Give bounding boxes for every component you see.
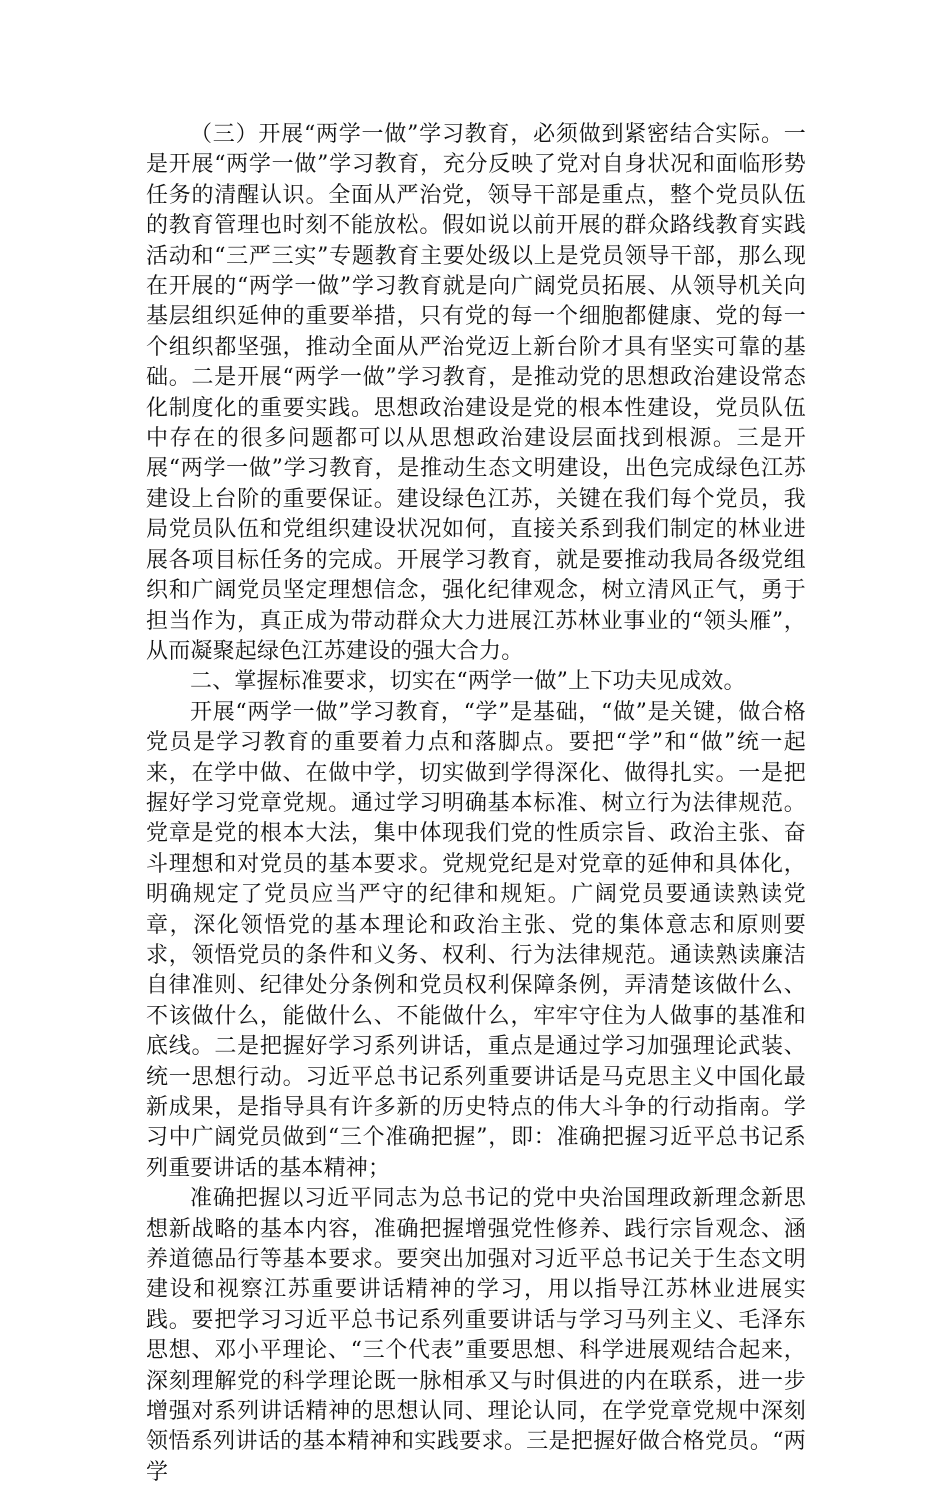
paragraph-section-three: （三）开展“两学一做”学习教育，必须做到紧密结合实际。一是开展“两学一做”学习教育，充分反映了党对自身状况和面临形势任务的清醒认识。全面从严治党，领导干部是重点，整个党员队伍的教育管理也时刻不能放松。假如说以前开展的群众路线教育实践活动和“三严三实”专题教育主要处级以上是党员领导干部，那么现在开展的“两学一做”学习教育就是向广阔党员拓展、从领导机关向基层组织延伸的重要举措，只有党的每一个细胞都健康、党的每一个组织都坚强，推动全面从严治党迈上新台阶才具有坚实可靠的基础。二是开展“两学一做”学习教育，是推动党的思想政治建设常态化制度化的重要实践。思想政治建设是党的根本性建设，党员队伍中存在的很多问题都可以从思想政治建设层面找到根源。三是开展“两学一做”学习教育，是推动生态文明建设，出色完成绿色江苏建设上台阶的重要保证。建设绿色江苏，关键在我们每个党员，我局党员队伍和党组织建设状况如何，直接关系到我们制定的林业进展各项目标任务的完成。开展学习教育，就是要推动我局各级党组织和广阔党员坚定理想信念，强化纪律观念，树立清风正气，勇于担当作为，真正成为带动群众大力进展江苏林业事业的“领头雁”，从而凝聚起绿色江苏建设的强大合力。 [146,122,806,664]
paragraph-learn-and-do: 开展“两学一做”学习教育，“学”是基础，“做”是关键，做合格党员是学习教育的重要着力点和落脚点。要把“学”和“做”统一起来，在学中做、在做中学，切实做到学得深化、做得扎实。一是把握好学习党章党规。通过学习明确基本标准、树立行为法律规范。党章是党的根本大法，集中体现我们党的性质宗旨、政治主张、奋斗理想和对党员的基本要求。党规党纪是对党章的延伸和具体化，明确规定了党员应当严守的纪律和规矩。广阔党员要通读熟读党章，深化领悟党的基本理论和政治主张、党的集体意志和原则要求，领悟党员的条件和义务、权利、行为法律规范。通读熟读廉洁自律准则、纪律处分条例和党员权利保障条例，弄清楚该做什么、不该做什么，能做什么、不能做什么，牢牢守住为人做事的基准和底线。二是把握好学习系列讲话，重点是通过学习加强理论武装、统一思想行动。习近平总书记系列重要讲话是马克思主义中国化最新成果，是指导具有许多新的历史特点的伟大斗争的行动指南。学习中广阔党员做到“三个准确把握”，即：准确把握习近平总书记系列重要讲话的基本精神； [146,699,806,1181]
paragraph-accurate-grasp: 准确把握以习近平同志为总书记的党中央治国理政新理念新思想新战略的基本内容，准确把握增强党性修养、践行宗旨观念、涵养道德品行等基本要求。要突出加强对习近平总书记关于生态文明建设和视察江苏重要讲话精神的学习，用以指导江苏林业进展实践。要把学习习近平总书记系列重要讲话与学习马列主义、毛泽东思想、邓小平理论、“三个代表”重要思想、科学进展观结合起来，深刻理解党的科学理论既一脉相承又与时俱进的内在联系，进一步增强对系列讲话精神的思想认同、理论认同，在学党章党规中深刻领悟系列讲话的基本精神和实践要求。三是把握好做合格党员。“两学 [146,1186,806,1485]
document-body [146,120,806,1488]
paragraph-heading-two: 二、掌握标准要求，切实在“两学一做”上下功夫见成效。 [190,669,746,695]
